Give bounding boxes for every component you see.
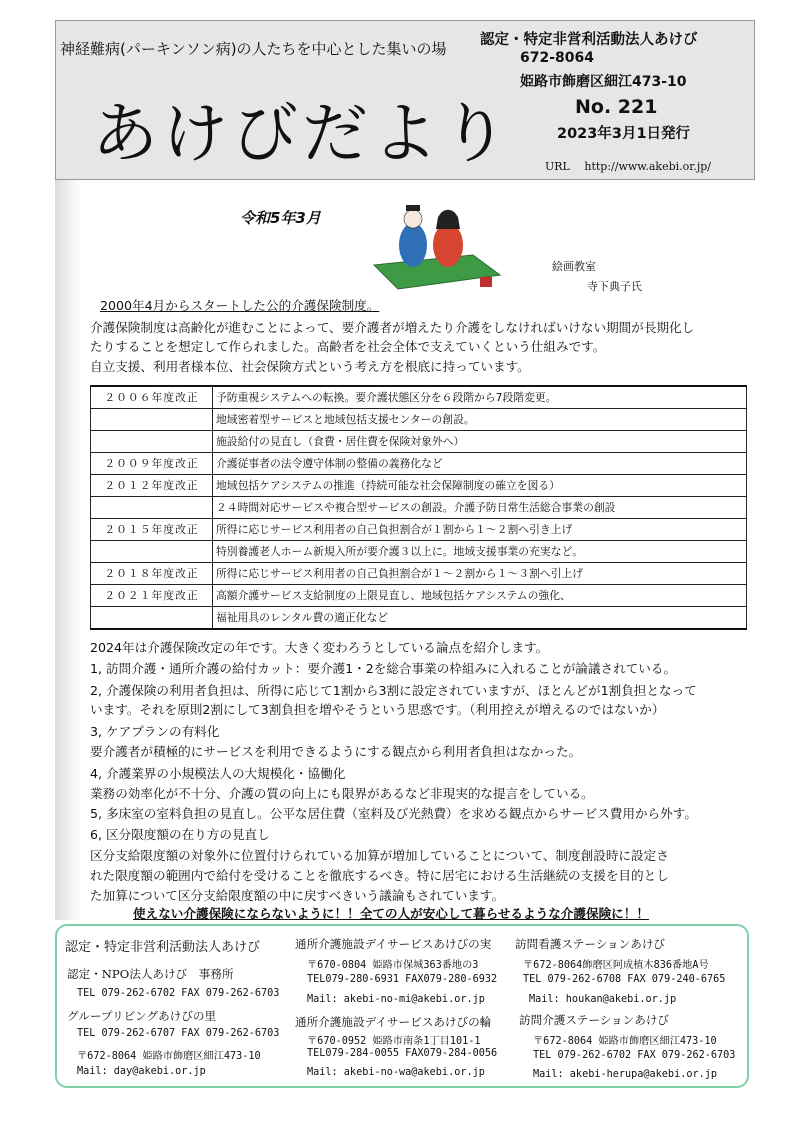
revision-year: ２０１５年度改正 (91, 519, 213, 541)
day-service-wa-mail[interactable]: Mail: akebi-no-wa@akebi.or.jp (307, 1067, 485, 1078)
point-line: います。それを原則2割にして3割負担を増やそうという思惑です。（利用控えが増えるのではないか） (90, 702, 665, 717)
newsletter-title: あけびだより (92, 95, 512, 172)
contact-footer (55, 924, 749, 1088)
point-line: た加算について区分支給限度額の中に戻すべきいう議論もされています。 (90, 888, 505, 903)
revision-year: ２０２１年度改正 (91, 585, 213, 607)
table-row (91, 519, 747, 541)
point-line: 区分支給限度額の対象外に位置付けられている加算が増加していることについて、制度創設時に設定さ (90, 848, 669, 863)
website-url[interactable]: URL http://www.akebi.or.jp/ (545, 160, 711, 173)
org-zip: 672-8064 (520, 50, 594, 66)
table-row (91, 453, 747, 475)
day-service-wa-name: 通所介護施設デイサービスあけびの輪 (295, 1015, 492, 1029)
table-row (91, 563, 747, 585)
revision-year (91, 431, 213, 453)
care-station-mail[interactable]: Mail: akebi-herupa@akebi.or.jp (533, 1069, 718, 1080)
point-line: 要介護者が積極的にサービスを利用できるようにする観点から利用者負担はなかった。 (90, 744, 582, 759)
credit-line2: 寺下典子氏 (587, 280, 642, 293)
revision-year: ２００９年度改正 (91, 453, 213, 475)
care-station-name: 訪問介護ステーションあけび (519, 1013, 670, 1027)
revision-item: 所得に応じサービス利用者の自己負担割合が１～２割から１～３割へ引上げ (213, 563, 747, 585)
revision-year: ２００６年度改正 (91, 386, 213, 409)
revision-item: 施設給付の見直し（食費・居住費を保険対象外へ） (213, 431, 747, 453)
intro-line: 2000年4月からスタートした公的介護保険制度。 (100, 298, 380, 313)
era-date: 令和5年3月 (240, 209, 321, 227)
slogan: 使えない介護保険にならないように！！全ての人が安心して暮らせるような介護保険に！！ (133, 906, 649, 921)
intro-line: 自立支援、利用者様本位、社会保険方式という考え方を根底に持っています。 (90, 359, 530, 374)
table-row (91, 475, 747, 497)
point-line: 2024年は介護保険改定の年です。大きく変わろうとしている論点を紹介します。 (90, 640, 549, 655)
intro-line: 介護保険制度は高齢化が進むことによって、要介護者が増えたり介護をしなければいけない期間が長期化し (90, 320, 695, 335)
table-row (91, 607, 747, 630)
table-row (91, 409, 747, 431)
point-line: 業務の効率化が不十分、介護の質の向上にも限界があるなど非現実的な提言をしている。 (90, 786, 594, 801)
nursing-station-mail[interactable]: Mail: houkan@akebi.or.jp (529, 994, 677, 1005)
group-living-tel: TEL 079-262-6707 FAX 079-262-6703 (77, 1028, 280, 1039)
intro-line: たりすることを想定して作られました。高齢者を社会全体で支えていくという仕組みです。 (90, 339, 606, 354)
day-service-mi-mail[interactable]: Mail: akebi-no-mi@akebi.or.jp (307, 994, 485, 1005)
revision-item: ２４時間対応サービスや複合型サービスの創設。介護予防日常生活総合事業の創設 (213, 497, 747, 519)
org-name: 認定・特定非営利活動法人あけび (480, 32, 698, 48)
revision-item: 福祉用具のレンタル費の適正化など (213, 607, 747, 630)
point-line: 2, 介護保険の利用者負担は、所得に応じて1割から3割に設定されていますが、ほとんどが1割負担となって (90, 683, 697, 698)
table-row (91, 431, 747, 453)
care-station-address: 〒672-8064 姫路市飾磨区細江473-10 (533, 1036, 717, 1047)
revision-year (91, 607, 213, 630)
revision-item: 地域包括ケアシステムの推進（持続可能な社会保障制度の確立を図る） (213, 475, 747, 497)
day-service-mi-tel: TEL079-280-6931 FAX079-280-6932 (307, 974, 498, 985)
left-strip (55, 180, 83, 920)
nursing-station-tel: TEL 079-262-6708 FAX 079-240-6765 (523, 974, 726, 985)
day-service-mi-name: 通所介護施設デイサービスあけびの実 (295, 937, 492, 951)
point-line: 3, ケアプランの有料化 (90, 724, 220, 739)
table-row (91, 585, 747, 607)
revision-year (91, 409, 213, 431)
day-service-wa-tel: TEL079-284-0055 FAX079-284-0056 (307, 1048, 498, 1059)
revision-year (91, 497, 213, 519)
revision-item: 地域密着型サービスと地域包括支援センターの創設。 (213, 409, 747, 431)
table-row (91, 386, 747, 409)
issue-number: No. 221 (575, 96, 658, 118)
tagline: 神経難病(パーキンソン病)の人たちを中心とした集いの場 (60, 40, 447, 58)
care-station-tel: TEL 079-262-6702 FAX 079-262-6703 (533, 1050, 736, 1061)
office-tel: TEL 079-262-6702 FAX 079-262-6703 (77, 988, 280, 999)
revision-item: 予防重視システムへの転換。要介護状態区分を６段階から7段階変更。 (213, 386, 747, 409)
day-service-mi-address: 〒670-0804 姫路市保城363番地の3 (307, 960, 479, 971)
revision-item: 所得に応じサービス利用者の自己負担割合が１割から１～２割へ引き上げ (213, 519, 747, 541)
org-address: 姫路市飾磨区細江473-10 (520, 74, 687, 90)
revision-history-table (90, 385, 747, 630)
footer-org-name: 認定・特定非営利活動法人あけび (65, 940, 261, 955)
revision-item: 介護従事者の法令遵守体制の整備の義務化など (213, 453, 747, 475)
table-row (91, 541, 747, 563)
point-line: れた限度額の範囲内で給付を受けることを徹底するべき。特に居宅における生活継続の支援を目的とし (90, 868, 669, 883)
revision-year: ２０１２年度改正 (91, 475, 213, 497)
nursing-station-name: 訪問看護ステーションあけび (515, 937, 666, 951)
office-name: 認定・NPO法人あけび 事務所 (67, 967, 234, 981)
day-service-wa-address: 〒670-0952 姫路市南条1丁目101-1 (307, 1036, 481, 1047)
point-line: 6, 区分限度額の在り方の見直し (90, 827, 270, 842)
point-line: 1, 訪問介護・通所介護の給付カット：要介護1・2を総合事業の枠組みに入れることが論議されている。 (90, 661, 677, 676)
group-living-name: グループリビングあけびの里 (67, 1009, 217, 1023)
issue-date: 2023年3月1日発行 (557, 126, 691, 142)
revision-item: 高額介護サービス支給制度の上限見直し、地域包括ケアシステムの強化、 (213, 585, 747, 607)
point-line: 5, 多床室の室料負担の見直し。公平な居住費（室料及び光熱費）を求める観点からサービス費用から外す。 (90, 806, 697, 821)
table-row (91, 497, 747, 519)
hina-doll-illustration (368, 195, 508, 295)
revision-year: ２０１８年度改正 (91, 563, 213, 585)
revision-year (91, 541, 213, 563)
nursing-station-address: 〒672-8064飾磨区阿成植木836番地A号 (523, 960, 709, 971)
point-line: 4, 介護業界の小規模法人の大規模化・協働化 (90, 766, 346, 781)
revision-item: 特別養護老人ホーム新規入所が要介護３以上に。地域支援事業の充実など。 (213, 541, 747, 563)
credit-line1: 絵画教室 (552, 260, 596, 273)
office-mail[interactable]: Mail: day@akebi.or.jp (77, 1066, 206, 1077)
group-living-address: 〒672-8064 姫路市飾磨区細江473-10 (77, 1051, 261, 1062)
